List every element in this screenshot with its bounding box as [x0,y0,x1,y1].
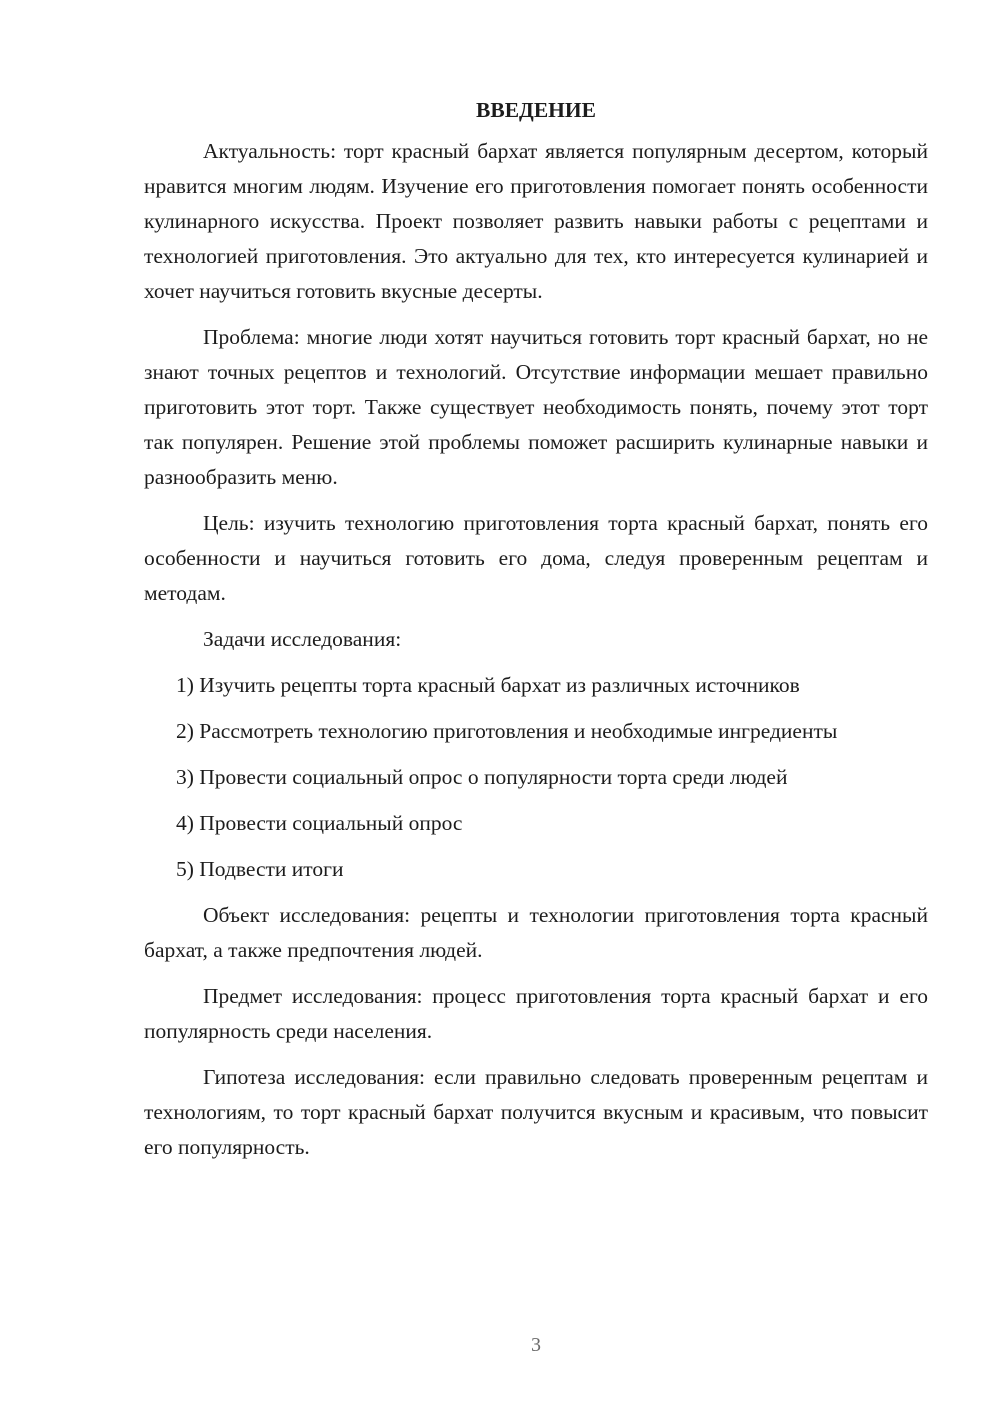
task-item-1: 1) Изучить рецепты торта красный бархат из различных источников [176,673,800,697]
hypothesis-paragraph: Гипотеза исследования: если правильно следовать проверенным рецептам и технологиям, то торт красный бархат получится вкусным и красивым, что повысит его популярность. [144,1065,928,1159]
subject-paragraph: Предмет исследования: процесс приготовления торта красный бархат и его популярность среди населения. [144,984,928,1043]
task-item-2: 2) Рассмотреть технологию приготовления и необходимые ингредиенты [176,719,838,743]
task-item-5: 5) Подвести итоги [176,857,344,881]
object-paragraph: Объект исследования: рецепты и технологии приготовления торта красный бархат, а также предпочтения людей. [144,903,928,962]
task-item-3: 3) Провести социальный опрос о популярности торта среди людей [176,765,788,789]
page-content [144,92,928,1176]
tasks-heading: Задачи исследования: [203,627,402,651]
task-item-4: 4) Провести социальный опрос [176,811,463,835]
relevance-paragraph: Актуальность: торт красный бархат является популярным десертом, который нравится многим людям. Изучение его приготовления помогает понять особенности кулинарного искусства. Проект позволяет развить навыки работы с рецептами и технологией приготовления. Это актуально для тех, кто интересуется кулинарией и хочет научиться готовить вкусные десерты. [144,139,928,303]
page-number: 3 [531,1334,541,1356]
problem-paragraph: Проблема: многие люди хотят научиться готовить торт красный бархат, но не знают точных рецептов и технологий. Отсутствие информации мешает правильно приготовить этот торт. Также существует необходимость понять, почему этот торт так популярен. Решение этой проблемы поможет расширить кулинарные навыки и разнообразить меню. [144,325,928,489]
section-title: ВВЕДЕНИЕ [476,98,596,122]
goal-paragraph: Цель: изучить технологию приготовления торта красный бархат, понять его особенности и научиться готовить его дома, следуя проверенным рецептам и методам. [144,511,928,605]
